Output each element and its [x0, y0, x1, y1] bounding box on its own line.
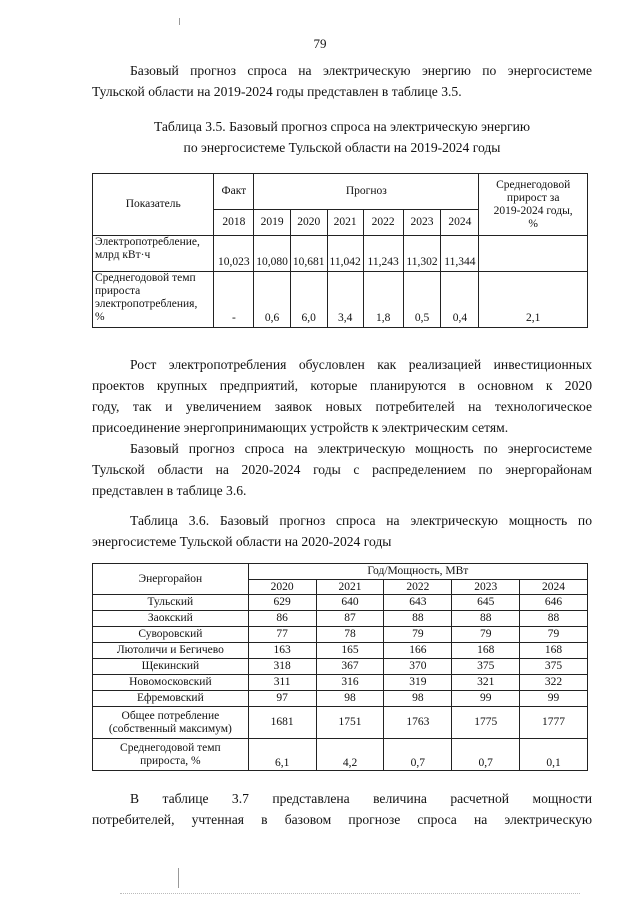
total-row — [93, 707, 588, 739]
text-line: Базовый прогноз спроса на электрическую мощность по энергосистеме — [130, 441, 592, 456]
cell: 163 — [248, 643, 316, 659]
text-line: представлен в таблице 3.6. — [92, 483, 247, 498]
text-line: присоединение энергопринимающих устройств к электрическим сетям. — [92, 420, 509, 435]
cell: 6,0 — [290, 272, 327, 328]
header-group: Год/Мощность, МВт — [248, 564, 587, 580]
cell: 311 — [248, 675, 316, 691]
caption-line: по энергосистеме Тульской области на 2019-2024 годы — [183, 140, 501, 155]
region-name: Новомосковский — [93, 675, 249, 691]
label-line: Среднегодовой темп — [120, 741, 221, 754]
cell: 98 — [316, 691, 384, 707]
cell: 79 — [520, 627, 588, 643]
table-row — [93, 272, 588, 328]
cell: 0,1 — [520, 739, 588, 771]
cell: 11,302 — [403, 236, 441, 272]
label-line: прироста — [95, 285, 141, 297]
cell: 319 — [384, 675, 452, 691]
cell: 78 — [316, 627, 384, 643]
body-paragraph — [92, 354, 592, 501]
label-line: прироста, % — [140, 754, 201, 767]
cell: 0,5 — [403, 272, 441, 328]
header-line: прирост за — [506, 191, 560, 204]
cell: 0,6 — [254, 272, 291, 328]
header-forecast: Прогноз — [254, 174, 479, 210]
cell: 2,1 — [479, 272, 588, 328]
cell: 1777 — [520, 707, 588, 739]
cell: 11,042 — [327, 236, 363, 272]
cell: 168 — [452, 643, 520, 659]
caption-line: Таблица 3.6. Базовый прогноз спроса на электрическую мощность по — [130, 513, 592, 528]
cell: 98 — [384, 691, 452, 707]
cell: 321 — [452, 675, 520, 691]
cell: 10,080 — [254, 236, 291, 272]
year-header: 2024 — [520, 580, 588, 595]
cell: 168 — [520, 643, 588, 659]
region-name: Тульский — [93, 595, 249, 611]
cell: 99 — [452, 691, 520, 707]
cell: 79 — [384, 627, 452, 643]
growth-row — [93, 739, 588, 771]
text-line: Тульской области на 2019-2024 годы представлен в таблице 3.5. — [92, 84, 462, 99]
cell: 370 — [384, 659, 452, 675]
region-name: Заокский — [93, 611, 249, 627]
table-row — [93, 611, 588, 627]
year-header: 2023 — [452, 580, 520, 595]
header-line: Среднегодовой — [496, 178, 571, 191]
table-3-5 — [92, 173, 588, 328]
year-header: 2018 — [214, 210, 254, 236]
row-label — [93, 236, 214, 272]
table-3-5-caption — [92, 116, 592, 158]
cell: 643 — [384, 595, 452, 611]
cell: 1,8 — [363, 272, 403, 328]
cell: 1751 — [316, 707, 384, 739]
table-row — [93, 595, 588, 611]
cell: 1763 — [384, 707, 452, 739]
region-name: Лютоличи и Бегичево — [93, 643, 249, 659]
label-line: % — [95, 311, 105, 323]
cell: 11,243 — [363, 236, 403, 272]
header-indicator: Показатель — [93, 174, 214, 236]
caption-line: Таблица 3.5. Базовый прогноз спроса на электрическую энергию — [153, 119, 531, 134]
header-fact: Факт — [214, 174, 254, 210]
cell — [479, 236, 588, 272]
row-label — [93, 272, 214, 328]
region-name: Суворовский — [93, 627, 249, 643]
cell: 88 — [452, 611, 520, 627]
cell: 322 — [520, 675, 588, 691]
cell: 86 — [248, 611, 316, 627]
text-line: Рост электропотребления обусловлен как реализацией инвестиционных — [130, 357, 592, 372]
label-line: Среднегодовой темп — [95, 272, 196, 284]
closing-paragraph — [92, 788, 592, 830]
cell: 99 — [520, 691, 588, 707]
cell: 629 — [248, 595, 316, 611]
table-row — [93, 675, 588, 691]
label-line: Общее потребление — [121, 709, 220, 722]
text-line: Тульской области на 2020-2024 годы с распределением по энергорайонам — [92, 462, 592, 477]
scan-mark — [178, 868, 179, 888]
scan-edge — [120, 893, 580, 895]
year-header: 2020 — [290, 210, 327, 236]
region-name: Щекинский — [93, 659, 249, 675]
cell: 0,7 — [384, 739, 452, 771]
year-header: 2021 — [316, 580, 384, 595]
table-3-6 — [92, 563, 588, 771]
intro-paragraph — [92, 60, 592, 102]
year-header: 2022 — [384, 580, 452, 595]
cell: 0,4 — [441, 272, 479, 328]
text-line: В таблице 3.7 представлена величина расчетной мощности — [130, 791, 592, 806]
cell: - — [214, 272, 254, 328]
label-line: млрд кВт·ч — [95, 249, 151, 261]
cell: 640 — [316, 595, 384, 611]
caption-line: энергосистеме Тульской области на 2020-2024 годы — [92, 534, 392, 549]
year-header: 2023 — [403, 210, 441, 236]
label-line: (собственный максимум) — [108, 722, 232, 735]
header-avg-growth — [479, 174, 588, 236]
cell: 77 — [248, 627, 316, 643]
year-header: 2019 — [254, 210, 291, 236]
year-header: 2021 — [327, 210, 363, 236]
cell: 88 — [384, 611, 452, 627]
cell: 166 — [384, 643, 452, 659]
page-number: 79 — [313, 36, 327, 51]
cell: 316 — [316, 675, 384, 691]
header-region: Энергорайон — [93, 564, 249, 595]
cell: 11,344 — [441, 236, 479, 272]
year-header: 2022 — [363, 210, 403, 236]
table-row — [93, 691, 588, 707]
text-line: потребителей, учтенная в базовом прогнозе спроса на электрическую — [92, 812, 592, 827]
text-line: году, так и увеличением заявок новых потребителей на технологическое — [92, 399, 592, 414]
table-row — [93, 643, 588, 659]
cell: 165 — [316, 643, 384, 659]
cell: 0,7 — [452, 739, 520, 771]
cell: 367 — [316, 659, 384, 675]
cell: 97 — [248, 691, 316, 707]
label-line: Электропотребление, — [95, 236, 200, 248]
header-line: % — [528, 217, 538, 230]
cell: 4,2 — [316, 739, 384, 771]
cell: 375 — [520, 659, 588, 675]
cell: 87 — [316, 611, 384, 627]
scan-mark — [179, 18, 180, 25]
cell: 318 — [248, 659, 316, 675]
table-row — [93, 236, 588, 272]
year-header: 2020 — [248, 580, 316, 595]
cell: 645 — [452, 595, 520, 611]
cell: 375 — [452, 659, 520, 675]
cell: 1681 — [248, 707, 316, 739]
cell: 1775 — [452, 707, 520, 739]
table-row — [93, 627, 588, 643]
cell: 10,681 — [290, 236, 327, 272]
year-header: 2024 — [441, 210, 479, 236]
text-line: Базовый прогноз спроса на электрическую энергию по энергосистеме — [130, 63, 592, 78]
region-name: Ефремовский — [93, 691, 249, 707]
growth-label — [93, 739, 249, 771]
cell: 79 — [452, 627, 520, 643]
table-row — [93, 659, 588, 675]
cell: 3,4 — [327, 272, 363, 328]
cell: 88 — [520, 611, 588, 627]
label-line: электропотребления, — [95, 298, 198, 310]
table-3-6-caption — [92, 510, 592, 552]
header-line: 2019-2024 годы, — [493, 204, 573, 217]
cell: 10,023 — [214, 236, 254, 272]
cell: 646 — [520, 595, 588, 611]
text-line: проектов крупных предприятий, которые планируются в основном к 2020 — [92, 378, 592, 393]
total-label — [93, 707, 249, 739]
cell: 6,1 — [248, 739, 316, 771]
